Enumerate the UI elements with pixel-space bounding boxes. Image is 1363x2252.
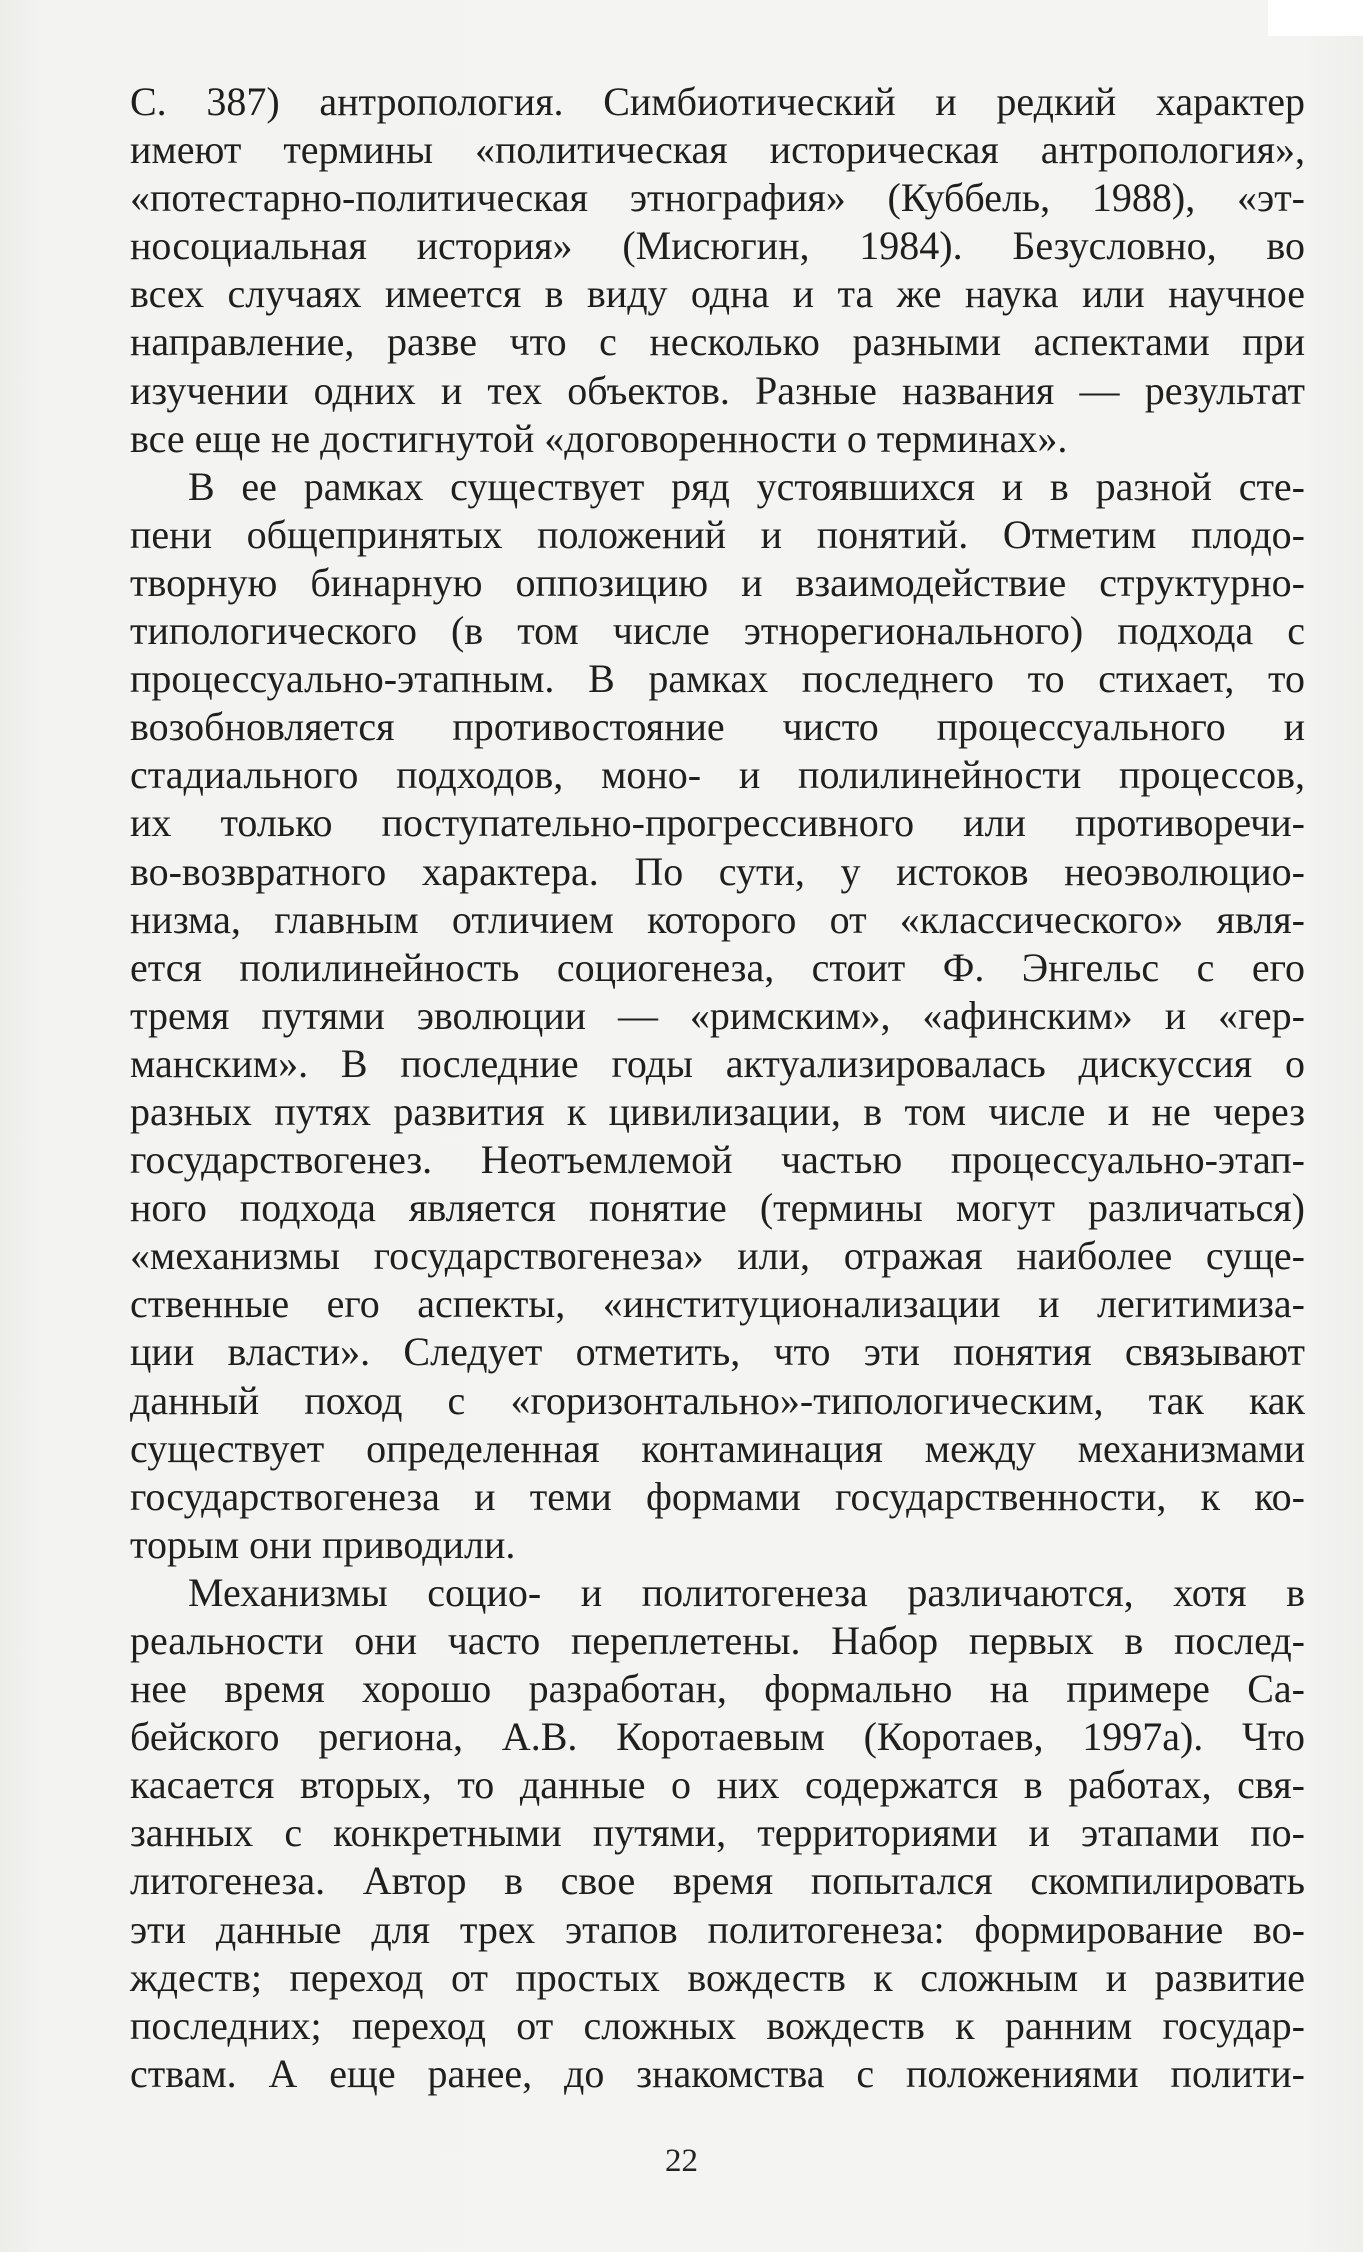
paragraph-1 [130,78,1305,463]
paragraph-2 [130,463,1305,1569]
text-line: ственные его аспекты, «институционализации и легитимиза- [130,1281,1305,1327]
text-line: ется полилинейность социогенеза, стоит Ф. Энгельс с его [130,944,1305,990]
text-line: их только поступательно-прогрессивного или противоречи- [130,800,1305,846]
text-line: ждеств; переход от простых вождеств к сложным и развитие [130,1954,1305,2000]
page-number: 22 [665,2143,698,2179]
paragraph-3 [130,1569,1305,2098]
text-line: занных с конкретными путями, территориями и этапами по- [130,1810,1305,1856]
text-line: изучении одних и тех объектов. Разные названия — результат [130,367,1305,413]
body-text [130,78,1305,2098]
text-line: бейского региона, А.В. Коротаевым (Коротаев, 1997а). Что [130,1714,1305,1760]
text-line: имеют термины «политическая историческая антропология», [130,127,1305,173]
page-edge-highlight [1268,0,1363,36]
text-line: В ее рамках существует ряд устоявшихся и в разной сте- [188,463,1305,509]
text-line: разных путях развития к цивилизации, в том числе и не через [130,1088,1305,1134]
text-line: государствогенеза и теми формами государственности, к ко- [130,1473,1305,1519]
text-line: государствогенез. Неотъемлемой частью процессуально-этап- [130,1137,1305,1183]
text-line: эти данные для трех этапов политогенеза: формирование во- [130,1906,1305,1952]
text-line: типологического (в том числе этнорегионального) подхода с [130,608,1305,654]
text-line: данный поход с «горизонтально»-типологическим, так как [130,1377,1305,1423]
text-line: манским». В последние годы актуализировалась дискуссия о [130,1040,1305,1086]
text-line: носоциальная история» (Мисюгин, 1984). Безусловно, во [130,223,1305,269]
text-line: торым они приводили. [130,1521,516,1567]
text-line: все еще не достигнутой «договоренности о терминах». [130,415,1068,461]
text-line: «потестарно-политическая этнография» (Куббель, 1988), «эт- [130,175,1305,221]
text-line: последних; переход от сложных вождеств к ранним государ- [130,2002,1305,2048]
text-line: реальности они часто переплетены. Набор первых в послед- [130,1618,1305,1663]
text-line: тремя путями эволюции — «римским», «афинским» и «гер- [130,992,1305,1038]
text-line: направление, разве что с несколько разными аспектами при [130,319,1305,365]
text-line: нее время хорошо разработан, формально на примере Са- [130,1666,1305,1712]
text-line: «механизмы государствогенеза» или, отражая наиболее суще- [130,1233,1305,1279]
text-line: пени общепринятых положений и понятий. Отметим плодо- [130,511,1305,557]
text-line: Механизмы социо- и политогенеза различаются, хотя в [188,1569,1305,1615]
text-line: творную бинарную оппозицию и взаимодействие структурно- [130,559,1305,605]
text-line: С. 387) антропология. Симбиотический и редкий характер [130,79,1305,124]
text-line: возобновляется противостояние чисто процессуального и [130,704,1305,750]
text-line: стадиального подходов, моно- и полилинейности процессов, [130,752,1305,798]
text-line: всех случаях имеется в виду одна и та же наука или научное [130,271,1305,317]
text-line: литогенеза. Автор в свое время попытался скомпилировать [130,1858,1305,1904]
text-line: во-возвратного характера. По сути, у истоков неоэволюцио- [130,848,1305,894]
text-line: касается вторых, то данные о них содержатся в работах, свя- [130,1762,1305,1808]
text-line: существует определенная контаминация между механизмами [130,1425,1305,1471]
text-line: ного подхода является понятие (термины могут различаться) [130,1185,1305,1231]
text-line: процессуально-этапным. В рамках последнего то стихает, то [130,656,1305,702]
text-line: ствам. А еще ранее, до знакомства с положениями полити- [130,2050,1305,2096]
text-line: ции власти». Следует отметить, что эти понятия связывают [130,1329,1305,1375]
text-line: низма, главным отличием которого от «классического» явля- [130,896,1305,942]
